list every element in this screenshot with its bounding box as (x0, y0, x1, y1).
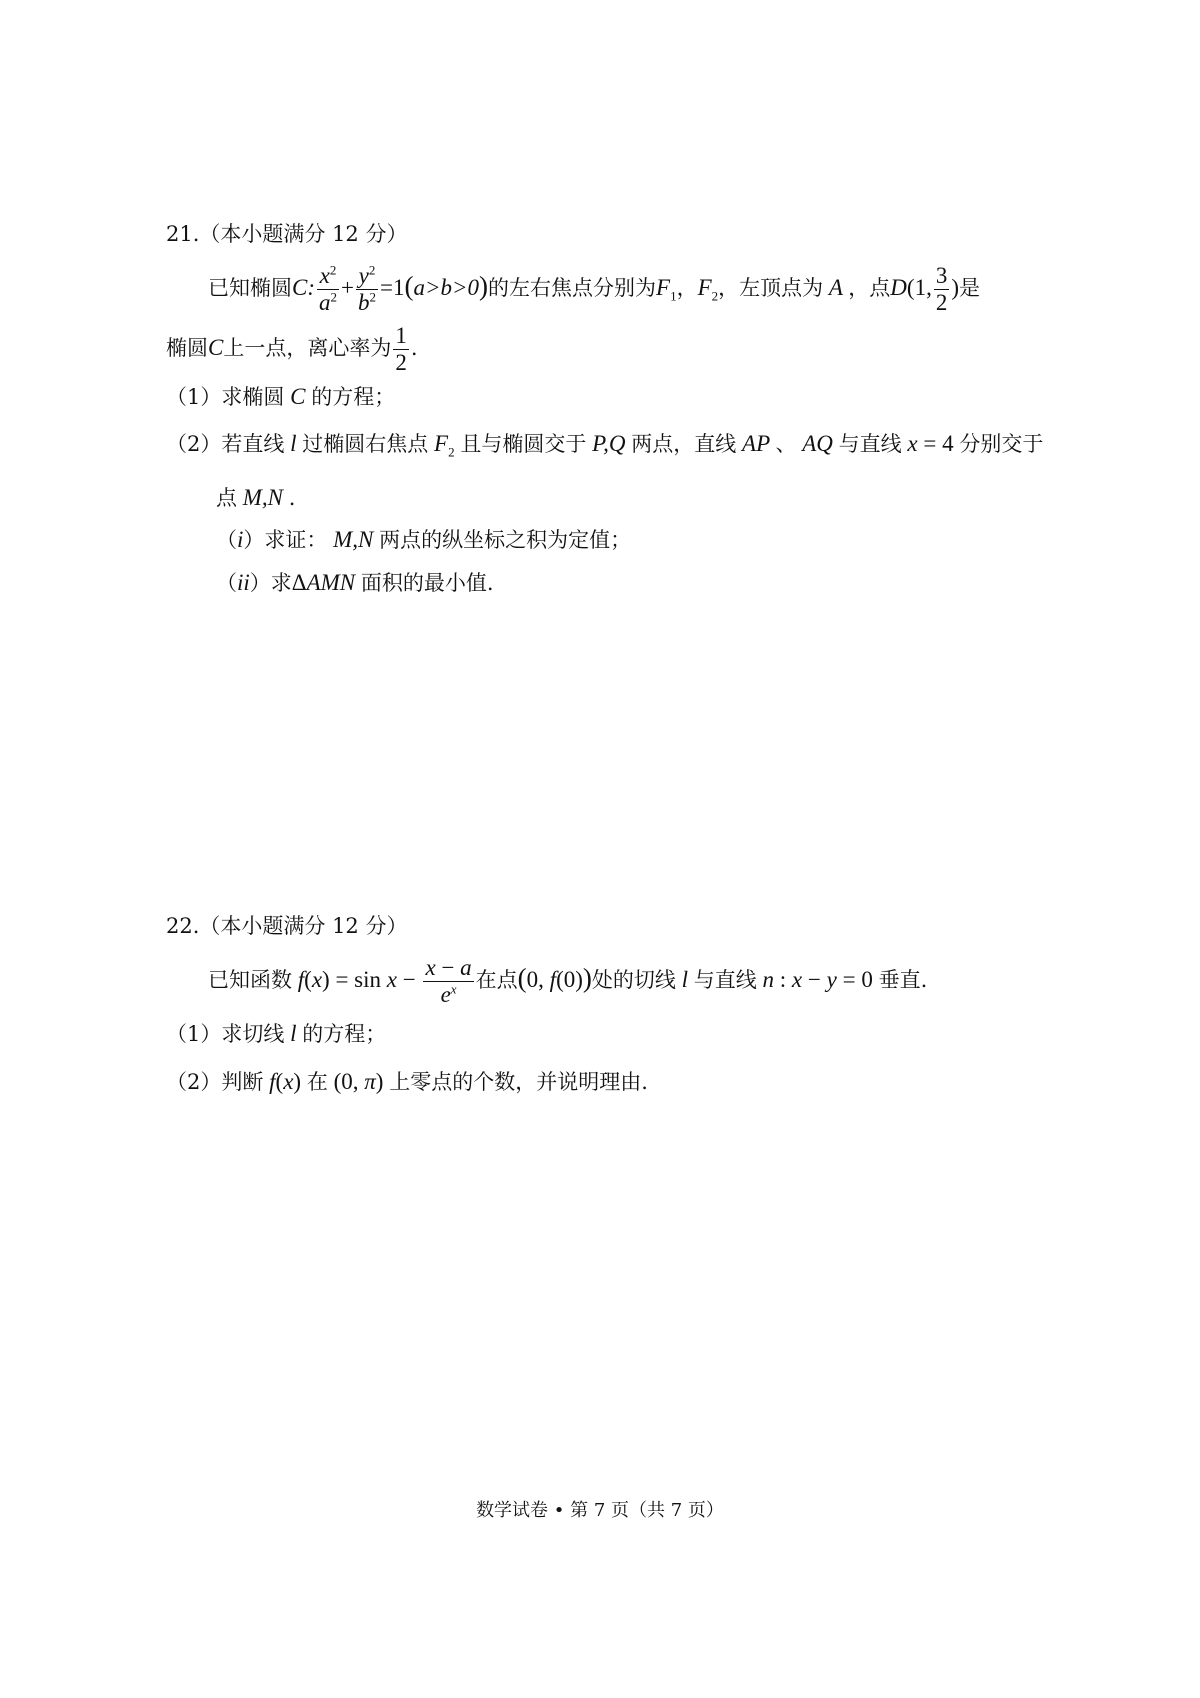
q21-part1-tail: 的方程； (311, 385, 396, 409)
q21-part2-ii (216, 571, 494, 594)
q21-pi-mid: ）求证： (243, 528, 328, 552)
q21-text-dian: ，点 (848, 275, 891, 300)
q22-statement (208, 956, 927, 1007)
focus-f2: $F_2$ (428, 431, 455, 460)
line-l: l (675, 966, 694, 992)
ellipse-c: C (208, 335, 224, 361)
q22-part1-lead: （1）求切线 (166, 1022, 285, 1046)
q21-text-shangyidian: 上一点，离心率为 (223, 336, 392, 361)
q21-text-zuoyou: 的左右焦点分别为 (488, 275, 657, 300)
points-mn: M,N (237, 485, 289, 510)
line-aq: AQ (796, 431, 839, 456)
q21-text-yizhi: 已知椭圆 (208, 275, 292, 300)
point-d: D(1, $\frac{3}{2}$ ) (890, 263, 959, 316)
function-fx: f(x) (263, 1069, 307, 1094)
q21-text-period: . (410, 336, 418, 361)
q21-statement-line1 (208, 264, 980, 315)
q21-statement-line2 (166, 324, 418, 375)
q21-part2-dun: 、 (775, 432, 797, 456)
line-x-equals-4: x = 4 (901, 431, 960, 456)
line-l: l (284, 1021, 303, 1046)
q22-text-chuizhi: 垂直. (878, 967, 928, 992)
q22-part2-tail: 上零点的个数，并说明理由. (389, 1070, 648, 1094)
q21-text-comma: ， (676, 275, 698, 300)
point-0-f0: (0, f(0)) (517, 962, 592, 993)
q21-pii-num: ii (237, 570, 250, 595)
q21-part2-line2 (216, 486, 295, 509)
q21-part2-lead: （2）若直线 (166, 432, 285, 456)
interval-0-pi: (0, π) (327, 1069, 390, 1094)
q21-part2-line1 (166, 431, 1044, 460)
q22-part1 (166, 1022, 386, 1045)
q21-pii-lead: （ (216, 571, 237, 595)
q21-text-zuoding: ，左顶点为 (718, 275, 824, 300)
q21-part2-liangdian: 两点，直线 (631, 432, 737, 456)
q21-part2b-dian: 点 (216, 486, 237, 510)
ellipse-c: C (284, 384, 312, 409)
function-f-definition: f(x) = sin x − $\frac{x - a}{e^x}$ (292, 955, 472, 1008)
q21-part2-guo: 过椭圆右焦点 (302, 432, 429, 456)
q22-text-yu: 与直线 (693, 967, 757, 992)
vertex-a: A (823, 274, 849, 300)
q21-part2-qie: 且与椭圆交于 (460, 432, 587, 456)
line-l: l (284, 431, 303, 456)
q21-pii-tail: 面积的最小值. (360, 571, 494, 595)
q21-part2-i (216, 528, 631, 551)
q21-header: 21.（本小题满分 12 分） (166, 222, 408, 246)
q21-pi-num: i (237, 527, 244, 552)
q21-pi-lead: （ (216, 528, 237, 552)
q22-part2 (166, 1070, 648, 1093)
triangle-amn: ΔAMN (291, 570, 361, 595)
q22-text-chu: 处的切线 (591, 967, 676, 992)
q21-part2b-period: . (288, 486, 296, 510)
q21-pi-tail: 两点的纵坐标之积为定值； (379, 528, 632, 552)
line-ap: AP (736, 431, 776, 456)
q21-pii-mid: ）求 (249, 571, 292, 595)
page-footer: 数学试卷 • 第 7 页（共 7 页） (476, 1500, 724, 1521)
focus-f1: $F_1$ (656, 274, 677, 304)
q21-part2-fenbie: 分别交于 (959, 432, 1044, 456)
line-n: n : x − y = 0 (756, 966, 879, 992)
q22-part1-tail: 的方程； (302, 1022, 387, 1046)
focus-f2: $F_2$ (697, 274, 719, 304)
points-pq: P,Q (586, 431, 632, 456)
q21-part1 (166, 385, 395, 408)
q21-text-shi: 是 (959, 275, 980, 300)
eccentricity-fraction: $\frac{1}{2}$ (395, 323, 407, 376)
q22-part2-zai: 在 (306, 1070, 328, 1094)
q21-part2-yu: 与直线 (838, 432, 902, 456)
q21-text-tuoyuan: 椭圆 (166, 336, 208, 361)
q22-text-yizhi: 已知函数 (208, 967, 292, 992)
q22-header: 22.（本小题满分 12 分） (166, 914, 408, 938)
q22-text-zaidian: 在点 (475, 967, 518, 992)
q22-part2-lead: （2）判断 (166, 1070, 264, 1094)
points-mn: M,N (327, 527, 380, 552)
ellipse-equation: C: $\frac{x^2}{a^2}$ + $\frac{y^2}{b^2}$ =1(a>b>0) (292, 262, 489, 316)
q21-part1-lead: （1）求椭圆 (166, 385, 285, 409)
